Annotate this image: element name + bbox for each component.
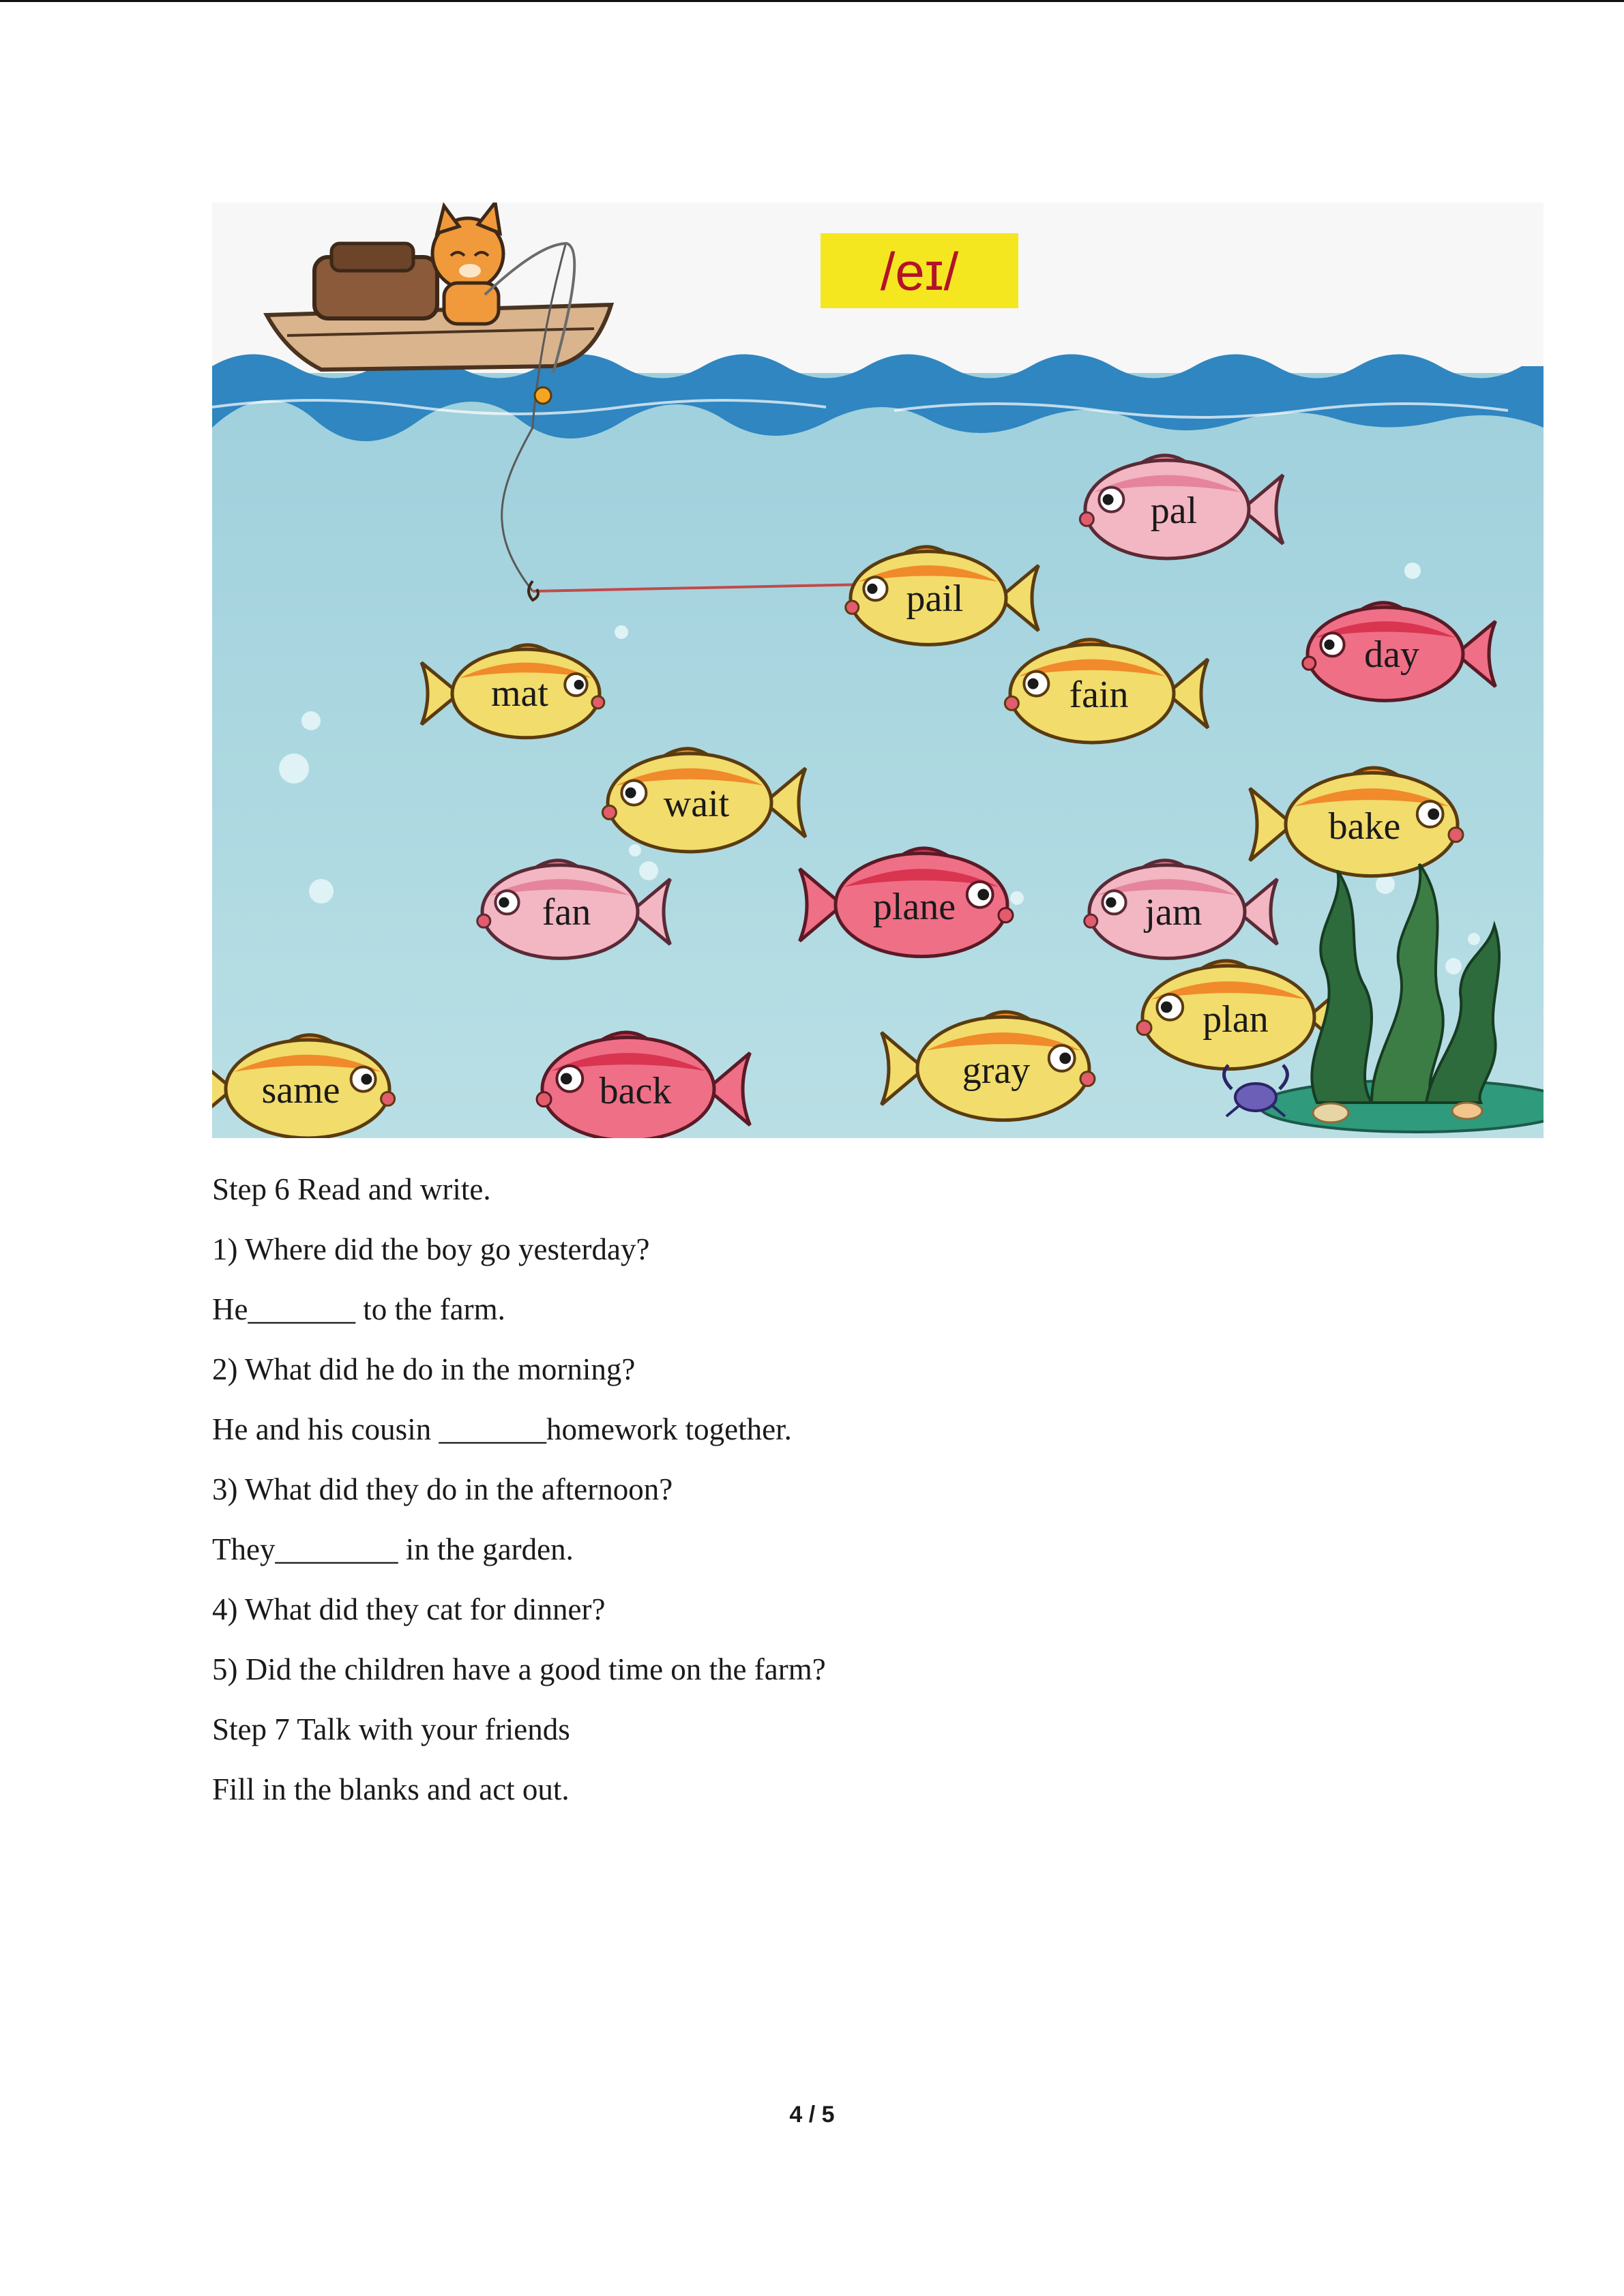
phonetic-symbol: /eɪ/ (880, 241, 959, 301)
fish-mouth (1080, 512, 1093, 526)
fish-pupil (499, 897, 509, 908)
fish-pupil (561, 1073, 572, 1084)
fish-mouth (1005, 696, 1018, 710)
fish-word-label: gray (962, 1049, 1031, 1092)
question-5: 5) Did the children have a good time on the farm? (212, 1652, 826, 1686)
question-4: 4) What did they cat for dinner? (212, 1592, 606, 1626)
answer-2: He and his cousin _______homework together. (212, 1412, 792, 1446)
illustration-svg (212, 203, 1544, 1138)
answer-3: They________ in the garden. (212, 1532, 574, 1566)
fish-mouth (999, 908, 1013, 923)
page-number: 4 / 5 (789, 2102, 835, 2128)
fish-pupil (574, 680, 584, 689)
fish-word-label: pail (906, 578, 964, 620)
question-2: 2) What did he do in the morning? (212, 1352, 636, 1386)
fish-word-label: jam (1145, 891, 1202, 934)
fish-mouth (1449, 828, 1463, 842)
fish-word-label: mat (491, 672, 548, 715)
fish-pupil (977, 889, 989, 900)
fish-pupil (625, 788, 636, 799)
fish-mouth (846, 601, 859, 614)
fish-word-label: day (1364, 633, 1419, 676)
fish-pupil (1059, 1052, 1071, 1064)
fish-mouth (1137, 1021, 1151, 1035)
fishing-phonics-illustration (212, 203, 1544, 1138)
cat-fisher (432, 203, 503, 324)
fish-mouth (381, 1092, 395, 1105)
step6-heading: Step 6 Read and write. (212, 1172, 491, 1206)
fish-word-label: same (261, 1069, 340, 1112)
fish-mouth (592, 696, 604, 709)
fish-pupil (1324, 640, 1334, 650)
fish-mouth (1303, 657, 1316, 670)
fish-mouth (537, 1092, 551, 1107)
float-bob (535, 387, 551, 404)
fish-word-label: wait (663, 783, 730, 825)
fish-word-label: fan (542, 891, 591, 934)
step7-instruction: Fill in the blanks and act out. (212, 1772, 570, 1806)
fish-mouth (1084, 914, 1097, 927)
fish-pupil (1106, 897, 1116, 908)
answer-1: He_______ to the farm. (212, 1292, 505, 1326)
step7-heading: Step 7 Talk with your friends (212, 1712, 570, 1746)
fish-word-label: plan (1202, 998, 1269, 1041)
worksheet-text (212, 1159, 1508, 1819)
fish-mouth (602, 805, 616, 819)
fish-pupil (361, 1074, 372, 1085)
question-3: 3) What did they do in the afternoon? (212, 1472, 673, 1506)
fish-pupil (1028, 679, 1039, 689)
fish-mouth (1080, 1072, 1095, 1086)
page-top-border (0, 0, 1624, 2)
fish-pupil (867, 584, 877, 594)
fish-pupil (1161, 1001, 1172, 1013)
fish-word-label: back (599, 1070, 672, 1112)
fish-mouth (477, 914, 490, 927)
fish-word-label: pal (1150, 490, 1198, 532)
fish-pupil (1428, 808, 1439, 820)
fish-word-label: fain (1069, 674, 1129, 716)
fish-word-label: plane (872, 886, 956, 928)
question-1: 1) Where did the boy go yesterday? (212, 1232, 650, 1266)
fish-pupil (1103, 494, 1114, 505)
fish-word-label: bake (1328, 805, 1401, 848)
